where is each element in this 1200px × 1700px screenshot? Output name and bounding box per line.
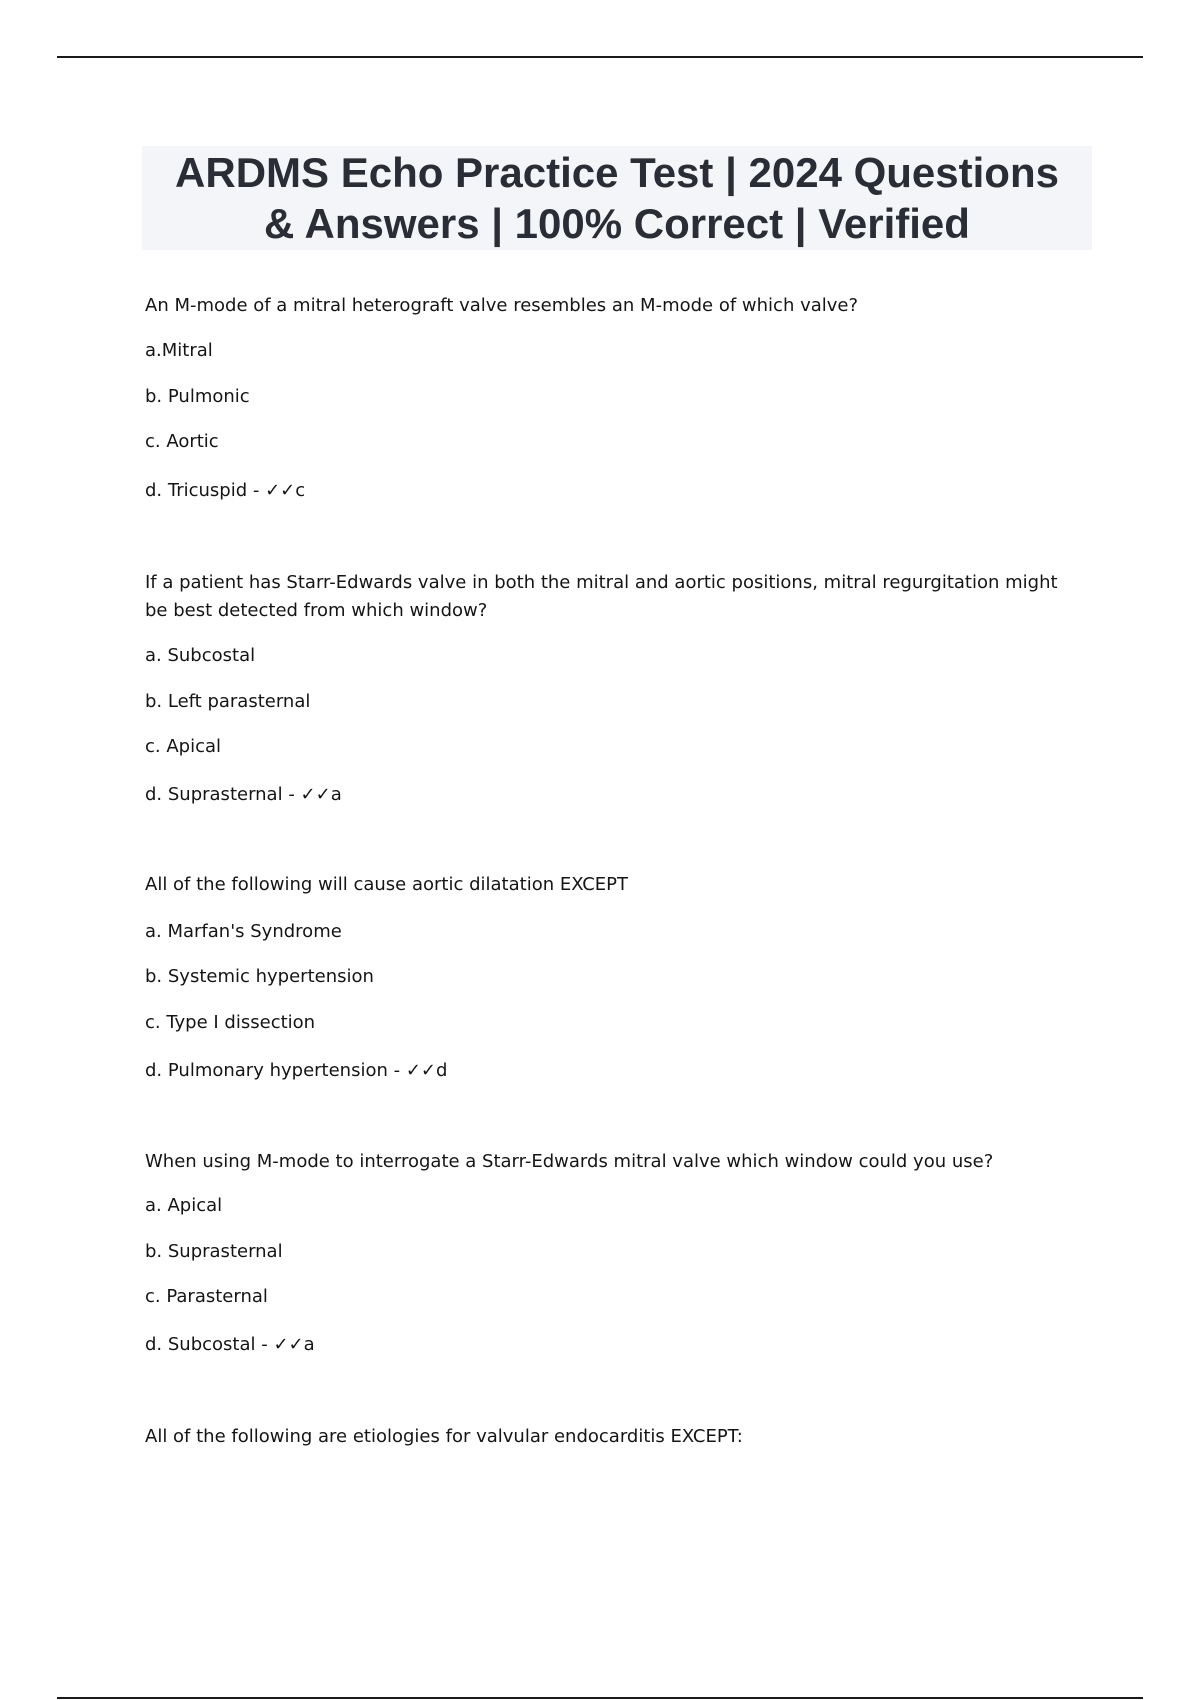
- question-3-option-d-answer: d. Pulmonary hypertension - ✓✓d: [145, 1060, 448, 1081]
- question-3-text: All of the following will cause aortic dilatation EXCEPT: [145, 874, 629, 895]
- question-4-option-c: c. Parasternal: [145, 1286, 268, 1307]
- document-title-banner: [142, 146, 1092, 250]
- question-1-option-c: c. Aortic: [145, 431, 219, 452]
- question-3-option-b: b. Systemic hypertension: [145, 966, 374, 987]
- question-3-option-c: c. Type I dissection: [145, 1012, 316, 1033]
- question-2-text: If a patient has Starr-Edwards valve in both the mitral and aortic positions, mitral regurgitation might be best detected from which window?: [145, 572, 1058, 621]
- question-4-text: When using M-mode to interrogate a Starr-Edwards mitral valve which window could you use?: [145, 1151, 994, 1172]
- top-divider: [57, 56, 1143, 58]
- question-4-option-d-answer: d. Subcostal - ✓✓a: [145, 1334, 315, 1355]
- question-2-option-a: a. Subcostal: [145, 645, 256, 666]
- question-4-option-a: a. Apical: [145, 1195, 223, 1216]
- question-1-option-a: a.Mitral: [145, 340, 213, 361]
- question-1-option-b: b. Pulmonic: [145, 386, 250, 407]
- question-2-option-c: c. Apical: [145, 736, 222, 757]
- document-title-line-2: & Answers | 100% Correct | Verified: [264, 200, 970, 247]
- question-2-option-d-answer: d. Suprasternal - ✓✓a: [145, 784, 342, 805]
- question-5-text: All of the following are etiologies for valvular endocarditis EXCEPT:: [145, 1426, 743, 1447]
- question-3-option-a: a. Marfan's Syndrome: [145, 921, 342, 942]
- document-title-line-1: ARDMS Echo Practice Test | 2024 Questions: [175, 149, 1059, 196]
- question-2-option-b: b. Left parasternal: [145, 691, 311, 712]
- bottom-divider: [57, 1697, 1143, 1699]
- question-4-option-b: b. Suprasternal: [145, 1241, 283, 1262]
- question-1-text: An M-mode of a mitral heterograft valve resembles an M-mode of which valve?: [145, 295, 859, 316]
- question-1-option-d-answer: d. Tricuspid - ✓✓c: [145, 480, 306, 501]
